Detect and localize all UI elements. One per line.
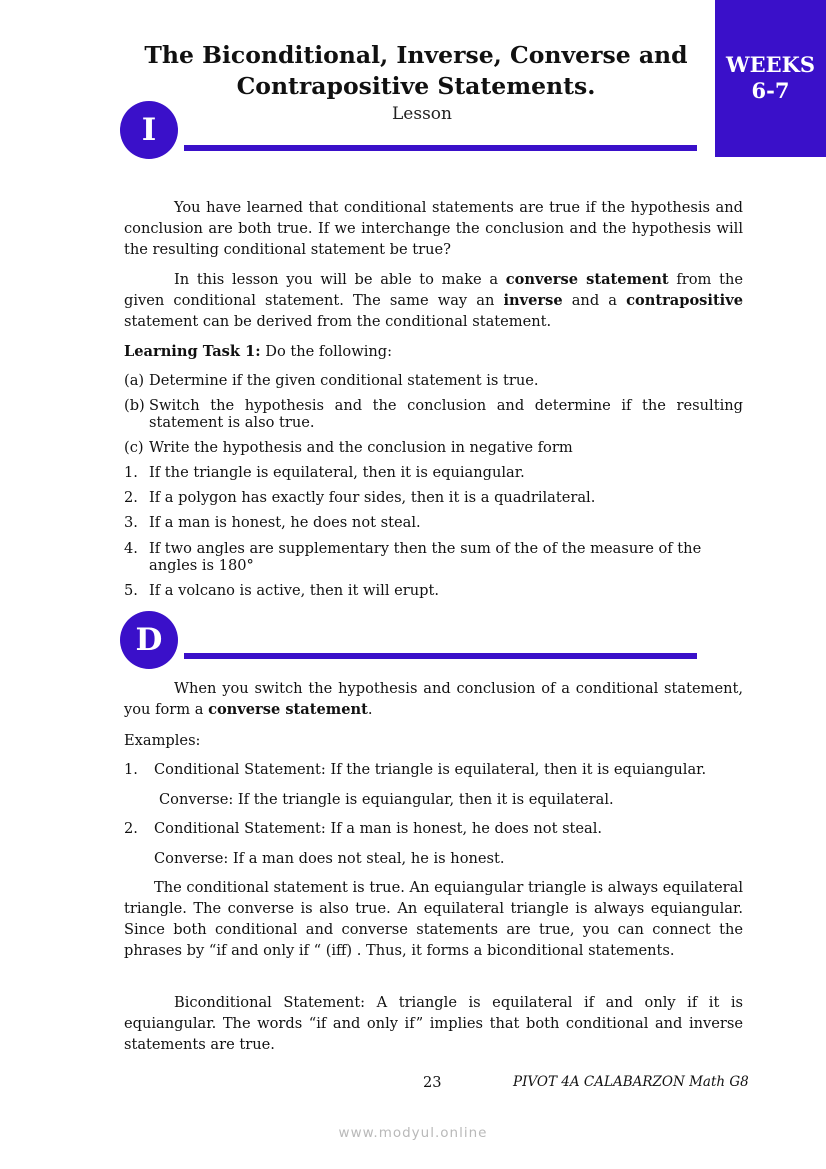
list-marker: (b) — [124, 397, 145, 414]
example-2-number: 2. — [124, 820, 138, 837]
list-marker: (a) — [124, 372, 145, 389]
term-converse-statement: converse statement — [208, 701, 368, 718]
title-line-1: The Biconditional, Inverse, Converse and — [144, 41, 688, 69]
learning-task-label: Learning Task 1: — [124, 343, 261, 360]
section-i-rule — [184, 145, 697, 151]
list-item — [124, 397, 743, 431]
section-i-badge: I — [120, 101, 178, 159]
example-2-converse: Converse: If a man does not steal, he is honest. — [154, 850, 505, 867]
list-text: If two angles are supplementary then the sum of the of the measure of the angles is 180° — [149, 540, 702, 574]
converse-intro-paragraph — [124, 678, 743, 720]
section-d-badge: D — [120, 611, 178, 669]
lesson-text-1: In this lesson you will be able to make a — [174, 271, 506, 288]
biconditional-explanation: The conditional statement is true. An equiangular triangle is always equilateral triangle. The converse is also true. An equilateral triangle is always equiangular. Since both conditional and converse statements are true, you can connect the phrases by “if and only if “ (iff) . Thus, it forms a biconditional statements. — [124, 879, 743, 959]
converse-intro-end: . — [367, 701, 373, 718]
list-marker: 2. — [124, 489, 138, 506]
list-item — [124, 582, 743, 599]
list-text: If a polygon has exactly four sides, then it is a quadrilateral. — [149, 489, 596, 506]
page-number: 23 — [423, 1074, 442, 1091]
learning-task-text: Do the following: — [260, 343, 393, 360]
lesson-paragraph — [124, 269, 743, 332]
list-item — [124, 464, 743, 481]
footer-source: PIVOT 4A CALABARZON Math G8 — [513, 1074, 749, 1090]
weeks-badge — [715, 0, 826, 157]
list-item — [124, 540, 743, 574]
lesson-subtitle: Lesson — [392, 104, 452, 124]
list-marker: 1. — [124, 464, 138, 481]
list-text: Switch the hypothesis and the conclusion and determine if the resulting statement is also true. — [149, 397, 743, 431]
list-item — [124, 489, 743, 506]
list-text: If a man is honest, he does not steal. — [149, 514, 421, 531]
list-text: Write the hypothesis and the conclusion in negative form — [149, 439, 573, 456]
term-converse: converse statement — [505, 271, 669, 288]
list-item — [124, 514, 743, 531]
list-text: If a volcano is active, then it will erupt. — [149, 582, 440, 599]
weeks-range: 6-7 — [751, 78, 790, 103]
term-inverse: inverse — [503, 292, 563, 309]
biconditional-statement-paragraph: Biconditional Statement: A triangle is equilateral if and only if it is equiangular. The words “if and only if” implies that both conditional and inverse statements are true. — [124, 994, 743, 1053]
list-text: Determine if the given conditional statement is true. — [149, 372, 539, 389]
list-marker: (c) — [124, 439, 144, 456]
example-1-converse: Converse: If the triangle is equiangular, then it is equilateral. — [159, 791, 614, 808]
list-item — [124, 372, 743, 389]
weeks-label: WEEKS — [725, 52, 815, 77]
lesson-text-2: from the given conditional statement. The same way an — [124, 271, 743, 309]
lesson-text-3: and a — [562, 292, 627, 309]
converse-intro-text: When you switch the hypothesis and conclusion of a conditional statement, you form a — [124, 680, 743, 718]
list-marker: 5. — [124, 582, 138, 599]
lesson-text-4: statement can be derived from the conditional statement. — [124, 313, 552, 330]
watermark: www.modyul.online — [338, 1125, 488, 1141]
example-1-conditional: Conditional Statement: If the triangle is equilateral, then it is equiangular. — [154, 761, 707, 778]
list-text: If the triangle is equilateral, then it is equiangular. — [149, 464, 525, 481]
list-marker: 4. — [124, 540, 138, 557]
examples-label: Examples: — [124, 732, 201, 749]
intro-paragraph: You have learned that conditional statements are true if the hypothesis and conclusion are both true. If we interchange the conclusion and the hypothesis will the resulting conditional statement be true? — [124, 199, 743, 258]
list-marker: 3. — [124, 514, 138, 531]
term-contrapositive: contrapositive — [626, 292, 743, 309]
title-line-2: Contrapositive Statements. — [236, 72, 596, 100]
page-title — [110, 40, 722, 102]
example-1-number: 1. — [124, 761, 138, 778]
learning-task-heading — [124, 341, 743, 362]
list-item — [124, 439, 743, 456]
example-2-conditional: Conditional Statement: If a man is honest, he does not steal. — [154, 820, 603, 837]
section-d-rule — [184, 653, 697, 659]
